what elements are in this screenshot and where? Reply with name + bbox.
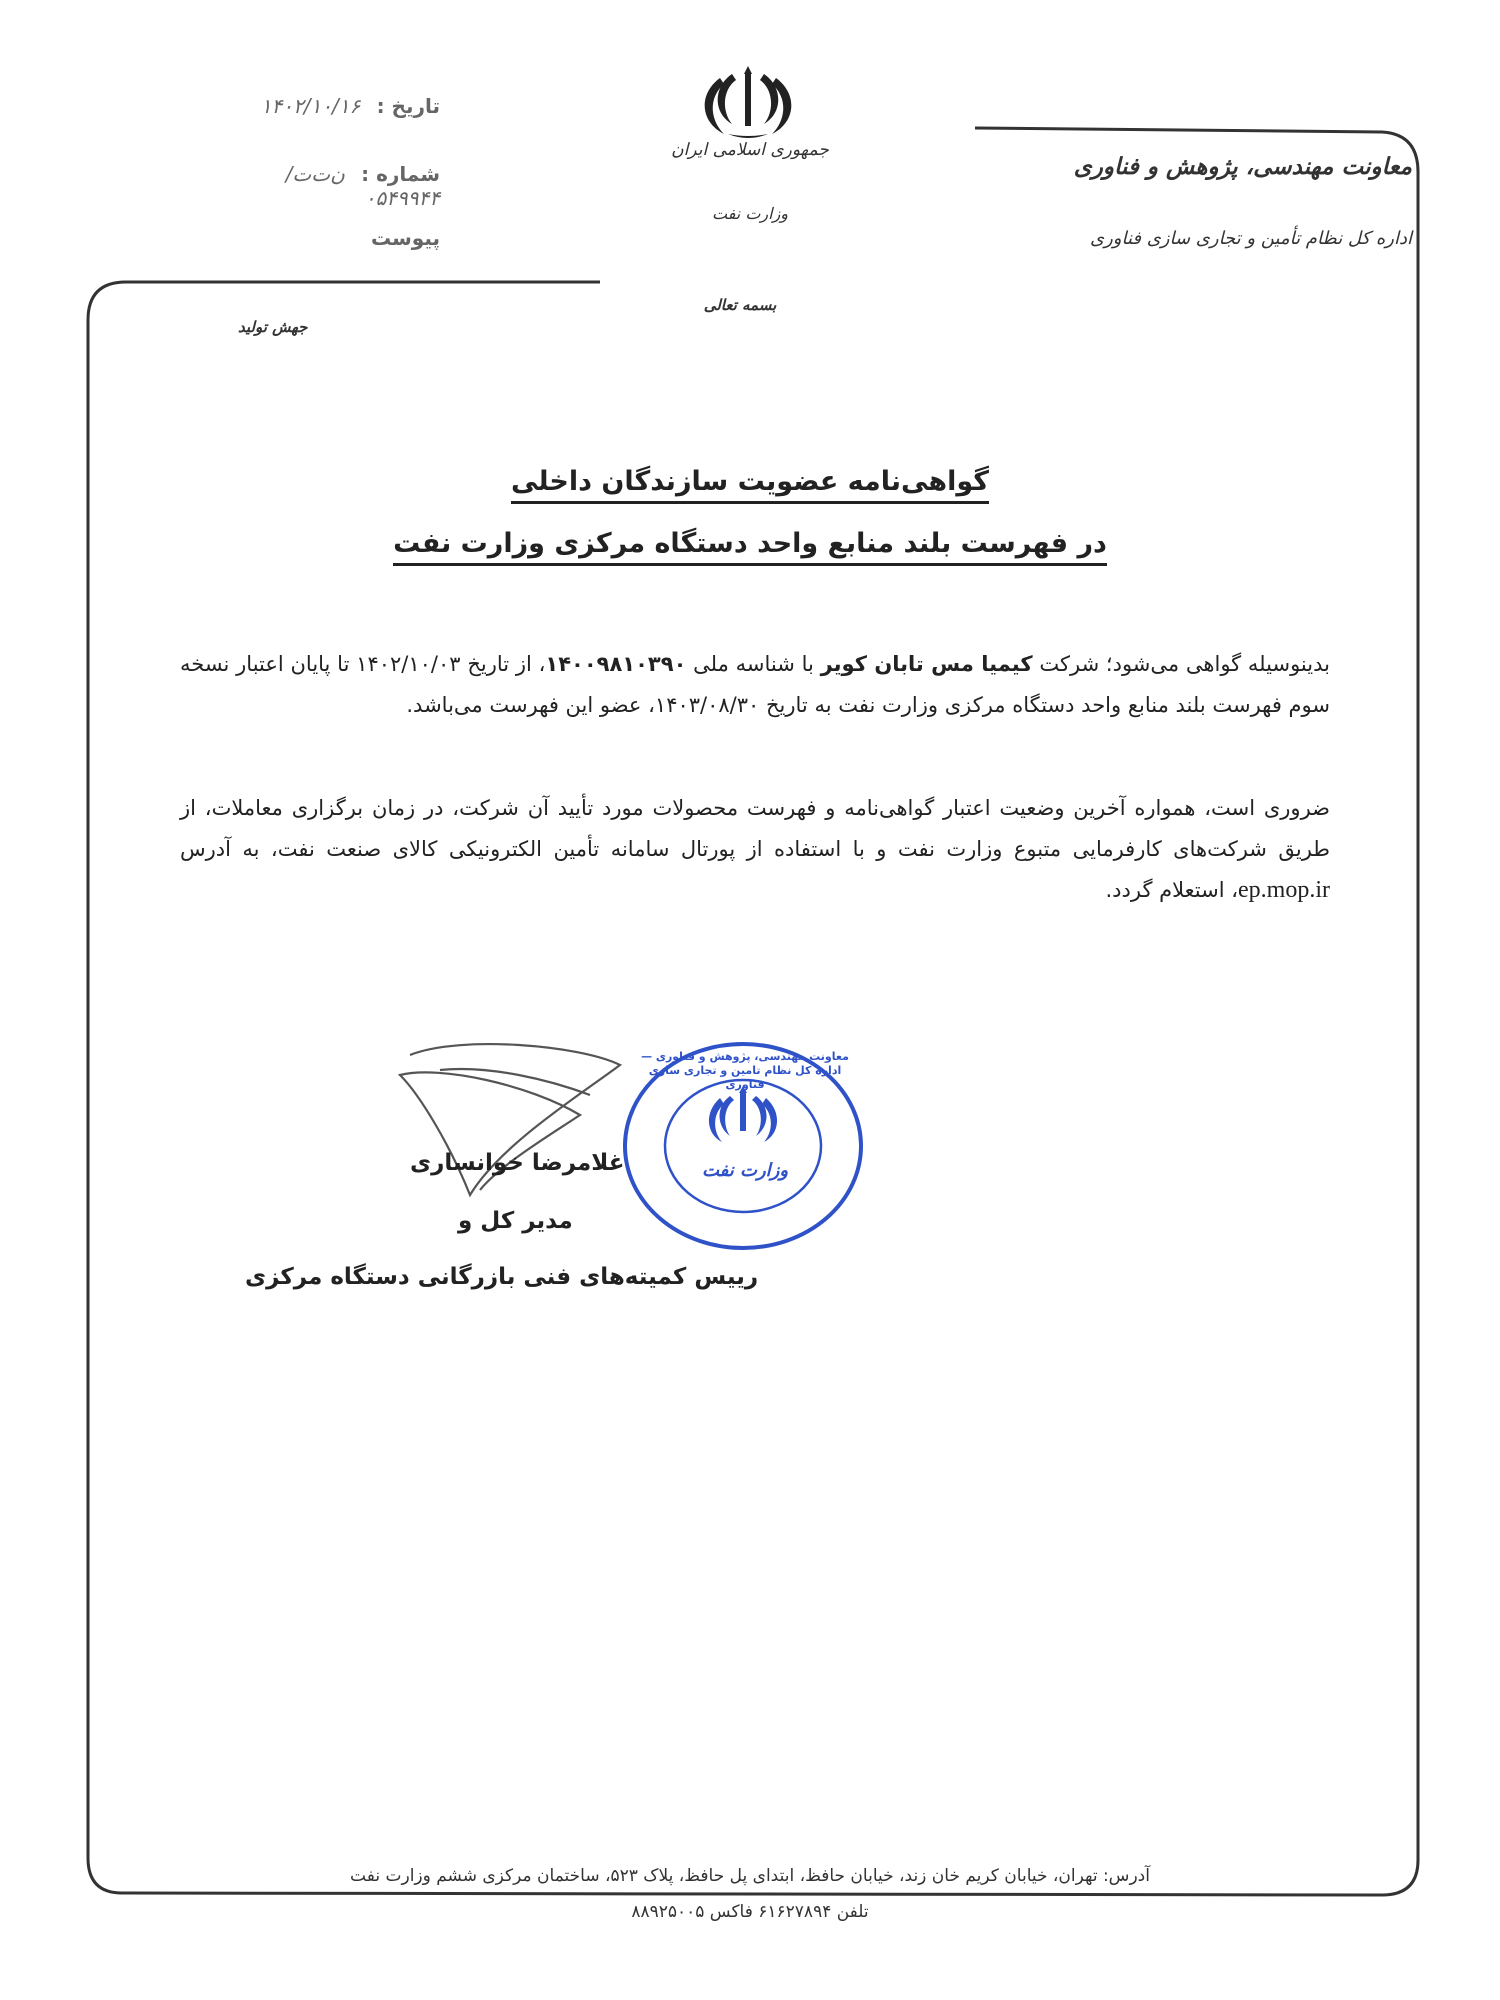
letter-number [210,162,440,210]
date-value: ۱۴۰۲/۱۰/۱۶ [260,94,361,118]
p2-text: ضروری است، همواره آخرین وضعیت اعتبار گواهی‌نامه و فهرست محصولات مورد تأیید آن شرکت، در زمان برگزاری معاملات، از طریق شرکت‌های کارفرمایی متبوع وزارت نفت و با استفاده از پورتال سامانه تأمین الکترونیکی کالای صنعت نفت، به آدرس [180,796,1330,861]
title-line-1-text: گواهی‌نامه عضویت سازندگان داخلی [511,466,989,504]
certificate-title-line-1 [300,466,1200,497]
number-value: ن‌ت‌ت/ ۰۵۴۹۹۴۴ [285,162,440,210]
stamp-center-text: وزارت نفت [701,1160,789,1181]
national-id: ۱۴۰۰۹۸۱۰۳۹۰ [545,652,687,676]
slogan-note: جهش تولید [238,318,308,336]
department-line-1: معاونت مهندسی، پژوهش و فناوری [1073,154,1412,180]
bismillah-heading: بسمه تعالی [703,296,777,314]
p1-id-label: با شناسه ملی [693,652,814,676]
republic-name: جمهوری اسلامی ایران [671,140,829,160]
p2-end: ، استعلام گردد. [1105,878,1239,902]
footer-phone: تلفن ۶۱۶۲۷۸۹۴ فاکس ۸۸۹۲۵۰۰۵ [631,1902,869,1922]
number-label: شماره : [361,162,440,186]
body-paragraph-1 [180,644,1330,726]
attachment-label: پیوست [370,226,440,250]
p1-intro: بدینوسیله گواهی می‌شود؛ شرکت [1039,652,1330,676]
letter-date [210,94,440,118]
stamp-ring-text: معاونت مهندسی، پژوهش و فناوری — اداره کل نظام تامین و تجاری سازی فناوری [641,1050,849,1091]
signatory-name: غلامرضا خوانساری [410,1150,625,1176]
certificate-title-line-2 [300,528,1200,559]
footer-address: آدرس: تهران، خیابان کریم خان زند، خیابان حافظ، ابتدای پل حافظ، پلاک ۵۲۳، ساختمان مرکزی ششم وزارت نفت [350,1866,1150,1886]
department-line-2: اداره کل نظام تأمین و تجاری سازی فناوری [1090,228,1412,249]
body-paragraph-2 [180,788,1330,911]
ministry-name: وزارت نفت [711,204,789,223]
p1-rest: ، از تاریخ ۱۴۰۲/۱۰/۰۳ تا پایان اعتبار نسخه سوم فهرست بلند منابع واحد دستگاه مرکزی وزارت نفت به تاریخ ۱۴۰۳/۰۸/۳۰، عضو این فهرست می‌باشد. [180,652,1330,717]
signatory-role-1: مدیر کل و [458,1208,573,1234]
signatory-role-2: رییس کمیته‌های فنی بازرگانی دستگاه مرکزی [245,1264,759,1290]
portal-url: ep.mop.ir [1238,877,1330,903]
letter-attachment [210,226,440,250]
iran-emblem-icon [692,60,804,144]
company-name: کیمیا مس تابان کویر [820,652,1033,676]
date-label: تاریخ : [376,94,440,118]
title-line-2-text: در فهرست بلند منابع واحد دستگاه مرکزی وزارت نفت [393,528,1107,566]
